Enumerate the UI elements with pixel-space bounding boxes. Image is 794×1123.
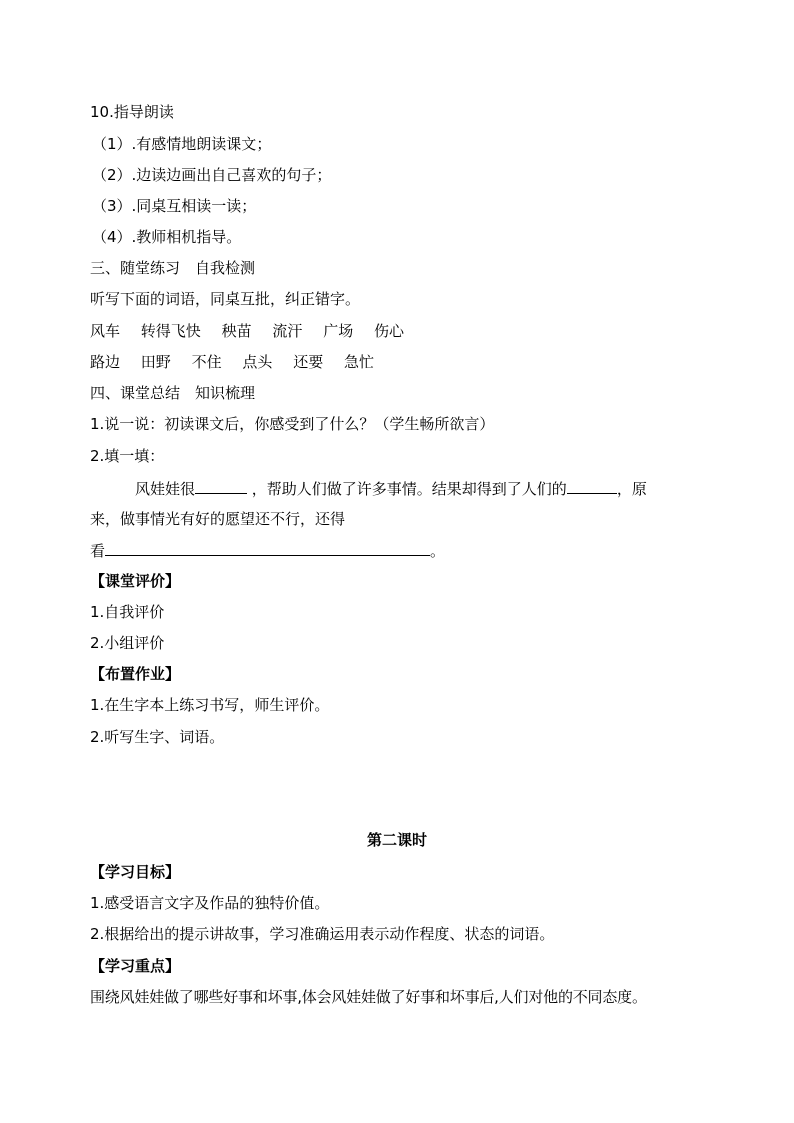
fill-blank-line-2: 来，做事情光有好的愿望还不行，还得	[90, 510, 346, 528]
fill-blank-2	[567, 478, 617, 494]
word-item: 风车	[90, 322, 121, 340]
fill-blank-3	[105, 540, 430, 556]
fill-text: 看	[90, 542, 106, 560]
word-item: 不住	[191, 353, 222, 371]
word-item: 转得飞快	[140, 322, 201, 340]
word-item: 急忙	[343, 353, 374, 371]
evaluation-item-2: 2.小组评价	[90, 634, 165, 652]
word-item: 还要	[293, 353, 324, 371]
word-list-row-2	[90, 352, 390, 372]
fill-text: 。	[430, 542, 446, 560]
fill-text: 风娃娃很	[135, 480, 196, 498]
homework-heading: 【布置作业】	[90, 665, 181, 683]
fill-blank-line-3	[90, 540, 445, 561]
lesson-title: 第二课时	[366, 831, 427, 849]
evaluation-item-1: 1.自我评价	[90, 603, 165, 621]
word-item: 点头	[242, 353, 273, 371]
homework-item-1: 1.在生字本上练习书写，师生评价。	[90, 696, 330, 714]
reading-step-1: （1）.有感情地朗读课文；	[92, 135, 272, 153]
reading-step-4: （4）.教师相机指导。	[92, 228, 242, 246]
fill-blank-line-1	[135, 478, 647, 499]
word-item: 路边	[90, 353, 121, 371]
homework-item-2: 2.听写生字、词语。	[90, 728, 225, 746]
word-item: 田野	[140, 353, 171, 371]
guided-reading-heading: 10.指导朗读	[90, 103, 174, 121]
reading-step-3: （3）.同桌互相读一读；	[92, 197, 257, 215]
dictation-instruction: 听写下面的词语，同桌互批，纠正错字。	[90, 290, 361, 308]
learning-focus-heading: 【学习重点】	[90, 957, 181, 975]
word-item: 广场	[323, 322, 354, 340]
fill-blank-1	[195, 478, 247, 494]
fill-text: ，原	[616, 480, 647, 498]
word-item: 秧苗	[221, 322, 252, 340]
summary-item-1: 1.说一说：初读课文后，你感受到了什么？（学生畅所欲言）	[90, 415, 495, 433]
evaluation-heading: 【课堂评价】	[90, 572, 181, 590]
fill-text: ，帮助人们做了许多事情。结果却得到了人们的	[251, 480, 567, 498]
word-item: 伤心	[373, 322, 404, 340]
word-list-row-1	[90, 321, 420, 341]
summary-item-2: 2.填一填：	[90, 447, 165, 465]
word-item: 流汗	[272, 322, 303, 340]
learning-focus-text: 围绕风娃娃做了哪些好事和坏事,体会风娃娃做了好事和坏事后,人们对他的不同态度。	[90, 988, 647, 1006]
learning-goal-2: 2.根据给出的提示讲故事，学习准确运用表示动作程度、状态的词语。	[90, 925, 555, 943]
learning-goals-heading: 【学习目标】	[90, 863, 181, 881]
summary-heading: 四、课堂总结 知识梳理	[90, 384, 256, 402]
learning-goal-1: 1.感受语言文字及作品的独特价值。	[90, 894, 330, 912]
reading-step-2: （2）.边读边画出自己喜欢的句子；	[92, 166, 332, 184]
practice-heading: 三、随堂练习 自我检测	[90, 259, 256, 277]
